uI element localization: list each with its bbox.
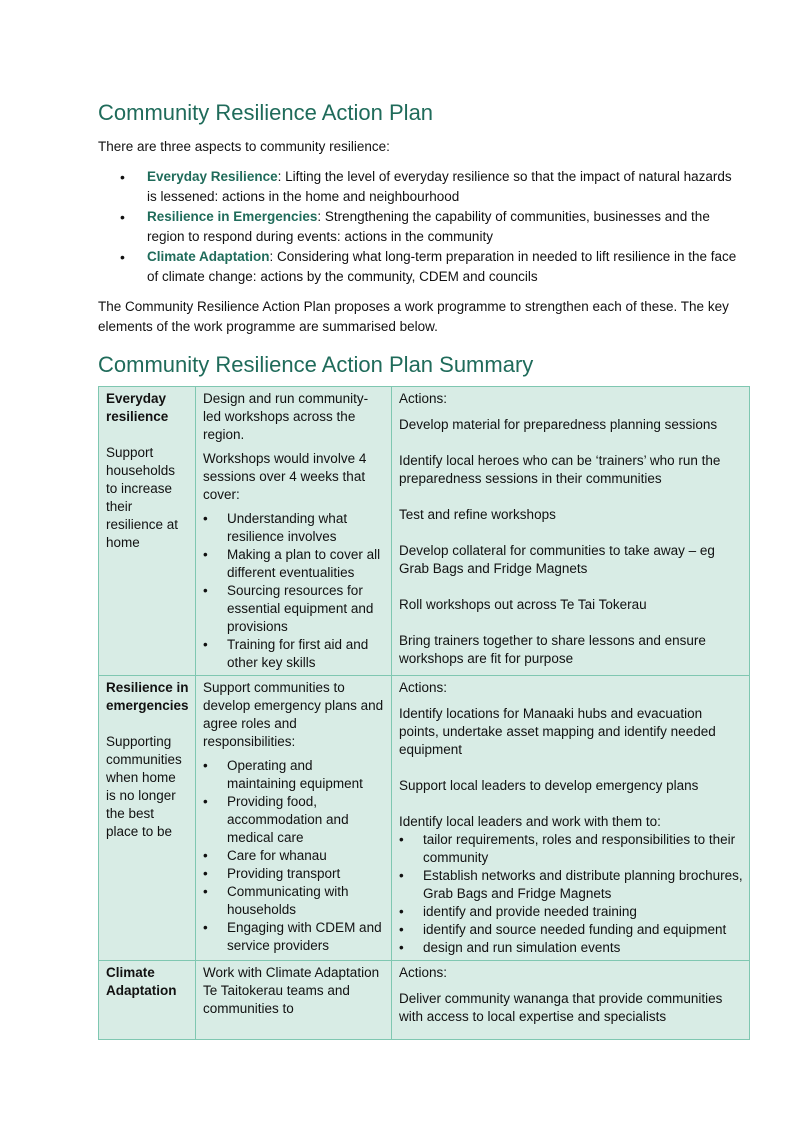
action-item: Roll workshops out across Te Tai Tokerau <box>399 597 647 612</box>
row-subtitle: Supporting communities when home is no longer the best place to be <box>106 734 182 839</box>
list-item: • Making a plan to cover all different eventualities <box>203 546 385 582</box>
list-item: • tailor requirements, roles and responsibilities to their community <box>399 831 743 867</box>
list-item: • design and run simulation events <box>399 939 743 957</box>
row-title: Everyday resilience <box>106 391 169 424</box>
row-title: Resilience in emergencies <box>106 680 189 713</box>
list-item: • Care for whanau <box>203 847 385 865</box>
list-item <box>98 207 738 247</box>
list-item: • Understanding what resilience involves <box>203 510 385 546</box>
list-item: • Training for first aid and other key skills <box>203 636 385 672</box>
aspect-term: Resilience in Emergencies <box>147 209 318 224</box>
approach-text: Workshops would involve 4 sessions over 4 weeks that cover: <box>203 451 367 502</box>
list-item: • identify and source needed funding and equipment <box>399 921 743 939</box>
approach-cell <box>196 387 392 676</box>
table-row <box>99 387 750 676</box>
action-item: Identify locations for Manaaki hubs and evacuation points, undertake asset mapping and identify needed equipment <box>399 706 716 757</box>
approach-list <box>203 510 385 672</box>
actions-label: Actions: <box>399 680 448 695</box>
row-header-cell <box>99 676 196 961</box>
sub-action-list <box>399 831 743 957</box>
outro-text: The Community Resilience Action Plan proposes a work programme to strengthen each of these. The key elements of the work programme are summarised below. <box>98 299 729 334</box>
aspect-text: : Considering what long-term preparation in needed to lift resilience in the face of climate change: actions by the community, CDEM and councils <box>147 249 737 284</box>
actions-label: Actions: <box>399 965 448 980</box>
approach-list <box>203 757 385 955</box>
row-subtitle: Support households to increase their resilience at home <box>106 445 179 550</box>
actions-label: Actions: <box>399 391 448 406</box>
list-item <box>98 167 738 207</box>
aspects-list <box>98 167 738 287</box>
list-item: • Sourcing resources for essential equipment and provisions <box>203 582 385 636</box>
page-title: Community Resilience Action Plan <box>98 100 434 125</box>
list-item: • Engaging with CDEM and service providers <box>203 919 385 955</box>
approach-cell <box>196 961 392 1040</box>
action-item: Support local leaders to develop emergency plans <box>399 778 699 793</box>
action-item: Develop collateral for communities to take away – eg Grab Bags and Fridge Magnets <box>399 543 715 576</box>
actions-cell <box>392 961 750 1040</box>
list-item: • Providing food, accommodation and medical care <box>203 793 385 847</box>
summary-title: Community Resilience Action Plan Summary <box>98 352 534 377</box>
aspect-text: : Lifting the level of everyday resilience so that the impact of natural hazards is lessened: actions in the home and neighbourhood <box>147 169 732 204</box>
action-item: Bring trainers together to share lessons and ensure workshops are fit for purpose <box>399 633 706 666</box>
action-item: Deliver community wananga that provide communities with access to local expertise and specialists <box>399 991 723 1024</box>
aspect-term: Climate Adaptation <box>147 249 270 264</box>
actions-cell <box>392 676 750 961</box>
action-item: Identify local leaders and work with them to: <box>399 814 661 829</box>
approach-text: Design and run community-led workshops across the region. <box>203 391 369 442</box>
list-item: • Operating and maintaining equipment <box>203 757 385 793</box>
approach-cell <box>196 676 392 961</box>
action-item: Develop material for preparedness planning sessions <box>399 417 718 432</box>
intro-text: There are three aspects to community resilience: <box>98 139 390 154</box>
action-item: Identify local heroes who can be ‘trainers’ who run the preparedness sessions in their communities <box>399 453 721 486</box>
approach-text: Support communities to develop emergency plans and agree roles and responsibilities: <box>203 680 384 749</box>
table-row <box>99 676 750 961</box>
actions-cell <box>392 387 750 676</box>
aspect-text: : Strengthening the capability of communities, businesses and the region to respond during events: actions in the community <box>147 209 710 244</box>
list-item: • Providing transport <box>203 865 385 883</box>
table-row <box>99 961 750 1040</box>
list-item <box>98 247 738 287</box>
summary-table <box>98 386 750 1040</box>
list-item: • Communicating with households <box>203 883 385 919</box>
approach-text: Work with Climate Adaptation Te Taitokerau teams and communities to <box>203 965 380 1016</box>
list-item: • identify and provide needed training <box>399 903 743 921</box>
list-item: • Establish networks and distribute planning brochures, Grab Bags and Fridge Magnets <box>399 867 743 903</box>
row-header-cell <box>99 387 196 676</box>
row-title: Climate Adaptation <box>106 965 177 998</box>
row-header-cell <box>99 961 196 1040</box>
action-item: Test and refine workshops <box>399 507 556 522</box>
aspect-term: Everyday Resilience <box>147 169 278 184</box>
